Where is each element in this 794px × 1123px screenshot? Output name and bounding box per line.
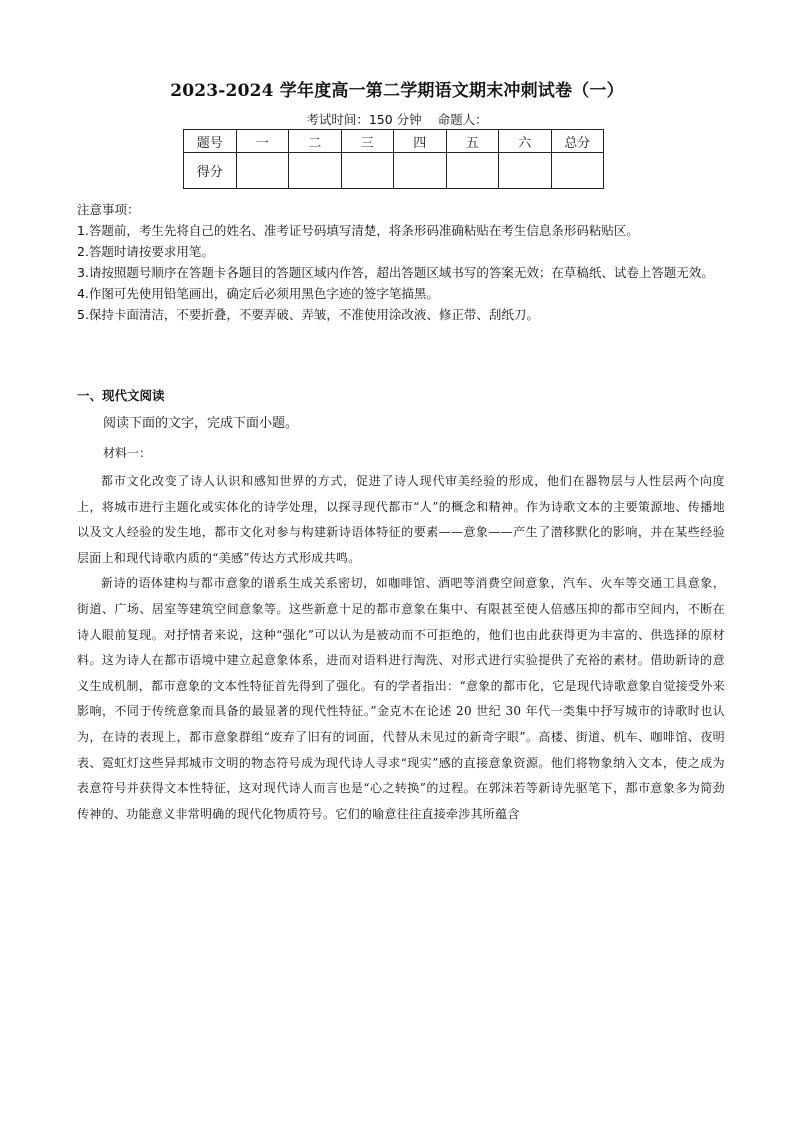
score-cell (499, 153, 552, 189)
section-title: 一、现代文阅读 (77, 388, 165, 403)
passage-paragraph: 都市文化改变了诗人认识和感知世界的方式，促进了诗人现代审美经验的形成，他们在器物层与人性层两个向度上，将城市进行主题化或实体化的诗学处理，以探寻现代都市“人”的概念和精神。作为诗歌文本的主要策源地、传播地以及文人经验的发生地，都市文化对参与构建新诗语体特征的要素——意象——产生了潜移默化的影响，并在某些经验层面上和现代诗歌内质的“美感”传达方式形成共鸣。 (77, 474, 725, 565)
score-cell (551, 153, 604, 189)
score-cell (236, 153, 289, 189)
score-table (183, 129, 604, 189)
score-cell (341, 153, 394, 189)
score-table-score-row (184, 153, 604, 189)
passage-paragraph: 新诗的语体建构与都市意象的谱系生成关系密切，如咖啡馆、酒吧等消费空间意象，汽车、火车等交通工具意象，街道、广场、居室等建筑空间意象等。这些新意十足的都市意象在集中、有限甚至使人倍感压抑的都市空间内，不断在诗人眼前复现。对抒情者来说，这种“强化”可以认为是被动而不可拒绝的，他们也由此获得更为丰富的、供选择的原材料。这为诗人在都市语境中建立起意象体系，进而对语料进行淘洗、对形式进行实验提供了充裕的素材。借助新诗的意义生成机制，都市意象的文本性特征首先得到了强化。有的学者指出：“意象的都市化，它是现代诗歌意象自觉接受外来影响，不同于传统意象而具备的最显著的现代性特征。”金克木在论述 20 世纪 30 年代一类集中抒写城市的诗歌时也认为，在诗的表现上，都市意象群组“废弃了旧有的词面，代替从未见过的新奇字眼”。高楼、街道、机车、咖啡馆、夜明表、霓虹灯这些异邦城市文明的物态符号成为现代诗人寻求“现实”感的直接意象资源。他们将物象纳入文本，使之成为表意符号并获得文本性特征，这对现代诗人而言也是“心之转换”的过程。在郭沫若等新诗先驱笔下，都市意象多为简劲传神的、功能意义非常明确的现代化物质符号。它们的喻意往往直接牵涉其所蕴含 (77, 576, 725, 821)
score-header-cell: 二 (289, 130, 342, 153)
score-header-cell: 四 (394, 130, 447, 153)
score-header-cell: 总分 (551, 130, 604, 153)
score-header-cell: 五 (446, 130, 499, 153)
score-row-label: 得分 (184, 153, 237, 189)
exam-author: 命题人： (437, 112, 488, 127)
score-header-cell: 六 (499, 130, 552, 153)
notes-block (77, 199, 722, 325)
score-cell (394, 153, 447, 189)
note-item: 4.作图可先使用铅笔画出，确定后必须用黑色字迹的签字笔描黑。 (77, 286, 439, 301)
note-item: 2.答题时请按要求用笔。 (77, 244, 214, 259)
note-item: 1.答题前，考生先将自己的姓名、准考证号码填写清楚，将条形码准确粘贴在考生信息条形码粘贴区。 (77, 223, 639, 238)
note-item: 3.请按照题号顺序在答题卡各题目的答题区域内作答，超出答题区域书写的答案无效；在草稿纸、试卷上答题无效。 (77, 265, 714, 280)
score-header-cell: 三 (341, 130, 394, 153)
reading-passage (77, 469, 725, 827)
section-instruction: 阅读下面的文字，完成下面小题。 (103, 416, 299, 431)
exam-info (0, 110, 794, 128)
material-label: 材料一： (103, 446, 152, 460)
score-cell (446, 153, 499, 189)
score-header-cell: 一 (236, 130, 289, 153)
exam-time: 考试时间：150 分钟 (306, 112, 422, 127)
notes-heading: 注意事项： (77, 202, 140, 217)
score-cell (289, 153, 342, 189)
score-table-header-row (184, 130, 604, 153)
exam-title: 2023-2024 学年度高一第二学期语文期末冲刺试卷（一） (170, 81, 624, 101)
score-header-cell: 题号 (184, 130, 237, 153)
note-item: 5.保持卡面清洁，不要折叠，不要弄破、弄皱，不准使用涂改液、修正带、刮纸刀。 (77, 307, 539, 322)
